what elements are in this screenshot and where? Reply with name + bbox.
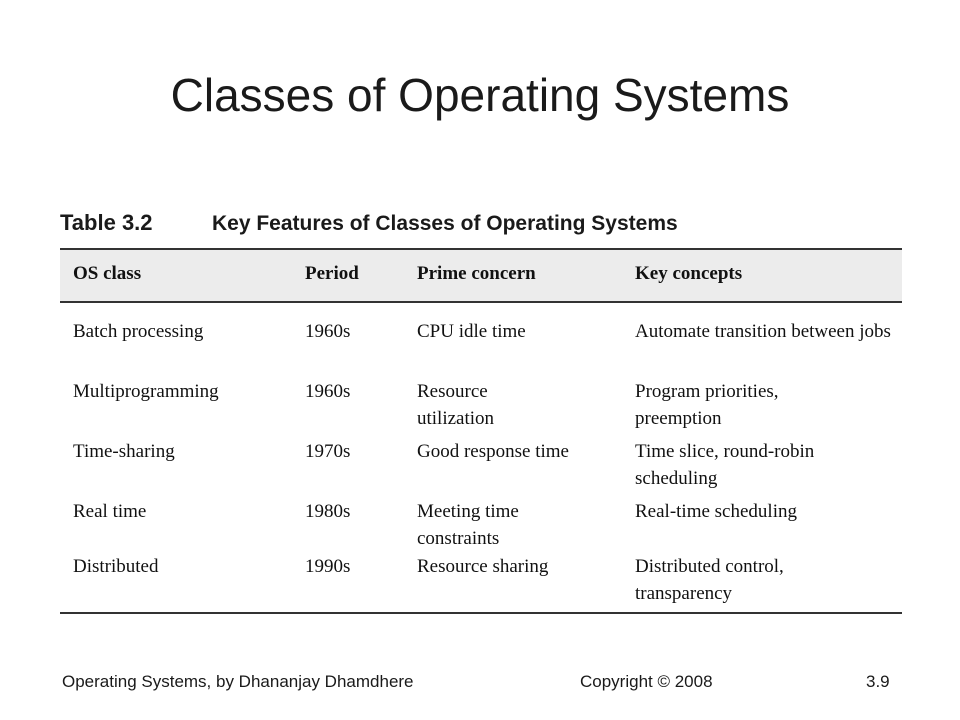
- os-classes-table: [60, 248, 902, 614]
- footer-copyright: Copyright © 2008: [580, 672, 713, 691]
- cell-prime-concern: Resource sharing: [417, 556, 549, 577]
- cell-prime-concern: Resource utilization: [417, 381, 495, 429]
- cell-os-class: Time-sharing: [73, 441, 175, 462]
- table-body: [60, 303, 902, 614]
- table-caption-text: Key Features of Classes of Operating Systems: [212, 212, 678, 235]
- table-caption: [60, 212, 678, 234]
- cell-os-class: Multiprogramming: [73, 381, 219, 402]
- cell-os-class: Batch processing: [73, 321, 204, 342]
- table-caption-number: Table 3.2: [60, 210, 153, 235]
- header-prime-concern: Prime concern: [417, 263, 536, 284]
- cell-period: 1990s: [305, 556, 351, 577]
- cell-prime-concern: CPU idle time: [417, 321, 526, 342]
- cell-key-concepts: Program priorities, preemption: [635, 381, 779, 429]
- header-key-concepts: Key concepts: [635, 263, 743, 284]
- slide-title: Classes of Operating Systems: [170, 69, 790, 121]
- footer-page-number: 3.9: [866, 672, 890, 691]
- header-period: Period: [305, 263, 359, 284]
- cell-prime-concern: Meeting time constraints: [417, 501, 519, 549]
- cell-prime-concern: Good response time: [417, 441, 569, 462]
- cell-key-concepts: Distributed control, transparency: [635, 556, 784, 604]
- cell-key-concepts: Real-time scheduling: [635, 501, 797, 522]
- cell-os-class: Distributed: [73, 556, 159, 577]
- cell-period: 1960s: [305, 321, 351, 342]
- cell-key-concepts: Time slice, round-robin scheduling: [635, 441, 815, 489]
- header-os-class: OS class: [73, 263, 142, 284]
- cell-period: 1970s: [305, 441, 351, 462]
- cell-os-class: Real time: [73, 501, 147, 522]
- cell-period: 1980s: [305, 501, 351, 522]
- table-header-row: [60, 248, 902, 303]
- footer-book-credit: Operating Systems, by Dhananjay Dhamdhere: [62, 672, 414, 691]
- cell-period: 1960s: [305, 381, 351, 402]
- cell-key-concepts: Automate transition between jobs: [635, 321, 891, 342]
